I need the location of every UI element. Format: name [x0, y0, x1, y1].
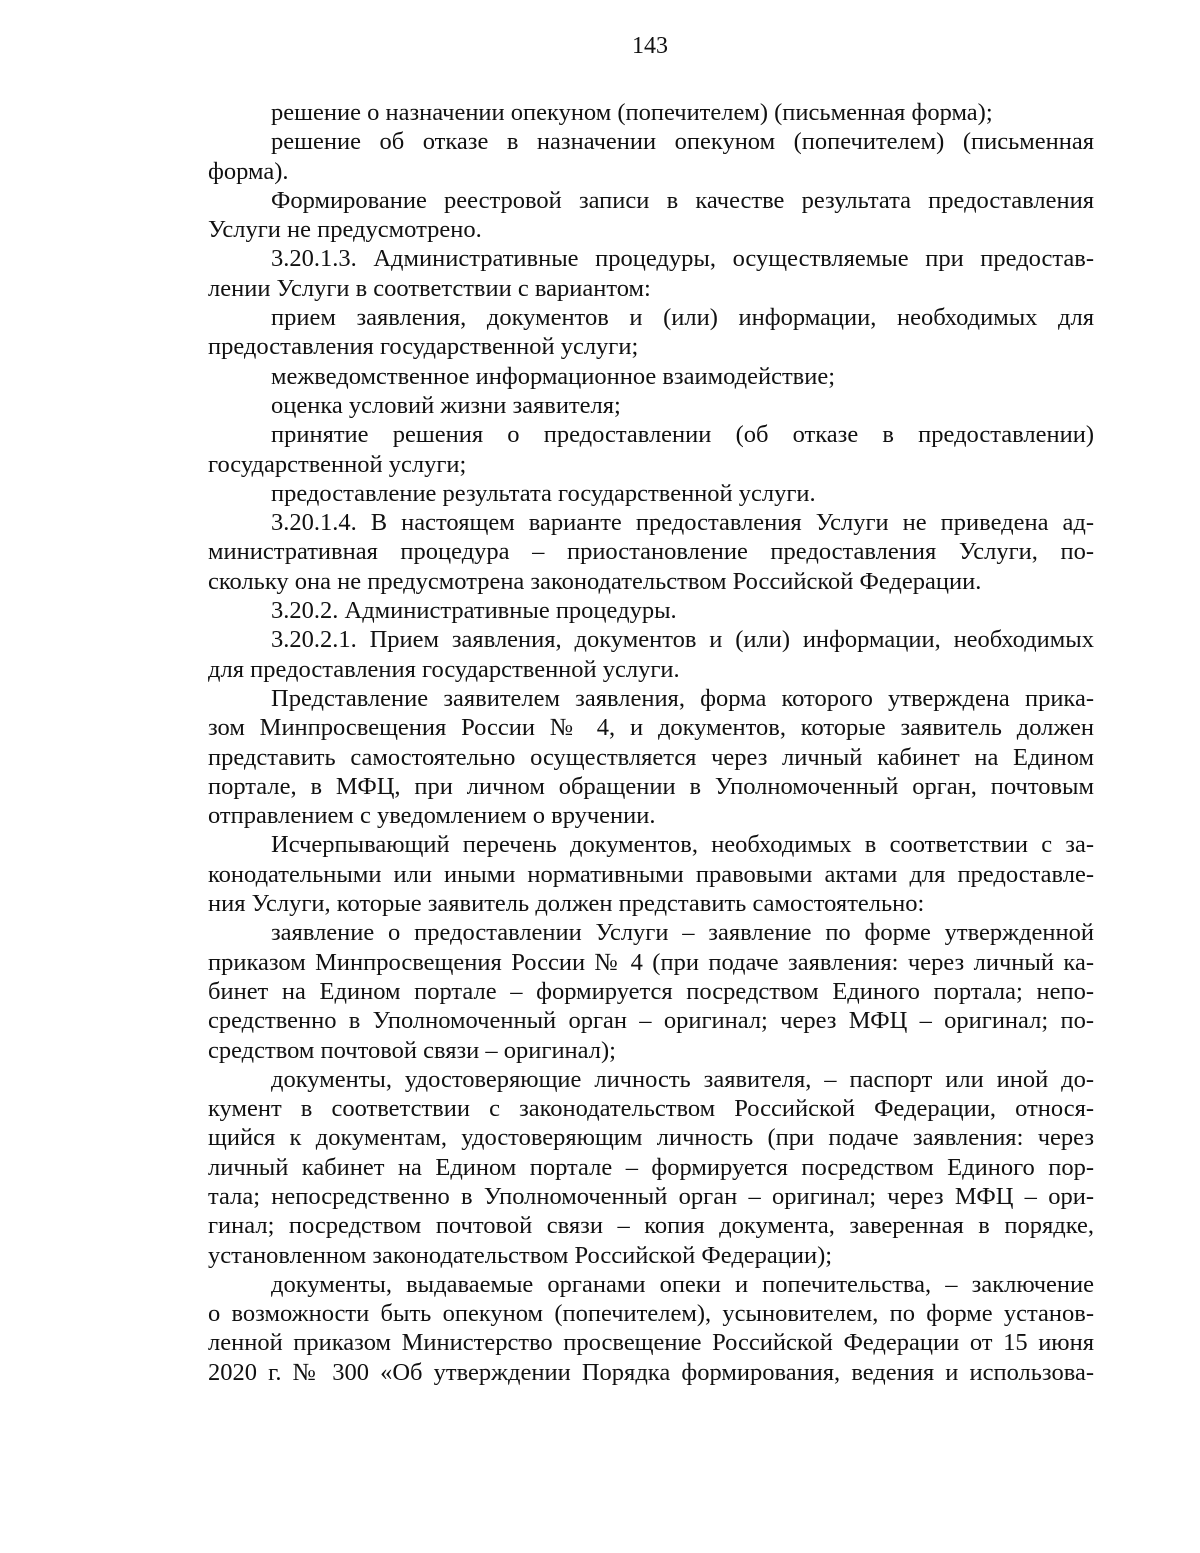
text-line: приказом Минпросвещения России № 4 (при подаче заявления: через личный ка- [208, 948, 1094, 976]
text-line: форма). [208, 157, 289, 185]
paragraph [208, 1065, 1094, 1270]
paragraph [208, 420, 1094, 479]
text-line: личный кабинет на Едином портале – формируется посредством Единого пор- [208, 1153, 1094, 1181]
text-line: Представление заявителем заявления, форма которого утверждена прика- [271, 684, 1094, 712]
text-line: Исчерпывающий перечень документов, необходимых в соответствии с за- [271, 831, 1094, 859]
paragraph [208, 391, 1094, 420]
text-line: конодательными или иными нормативными правовыми актами для предоставле- [208, 860, 1094, 888]
paragraph [208, 918, 1094, 1064]
text-line: средственно в Уполномоченный орган – оригинал; через МФЦ – оригинал; по- [208, 1007, 1094, 1035]
text-line: средством почтовой связи – оригинал); [208, 1036, 616, 1064]
text-line: Услуги не предусмотрено. [208, 216, 482, 244]
text-line: портале, в МФЦ, при личном обращении в Уполномоченный орган, почтовым [208, 772, 1094, 800]
text-line: 3.20.2. Административные процедуры. [271, 597, 677, 625]
text-line: государственной услуги; [208, 450, 467, 478]
text-line: для предоставления государственной услуги. [208, 655, 680, 683]
paragraph [208, 684, 1094, 830]
text-line: предоставление результата государственной услуги. [271, 479, 816, 507]
text-line: документы, удостоверяющие личность заявителя, – паспорт или иной до- [271, 1065, 1094, 1093]
paragraph [208, 362, 1094, 391]
paragraph [208, 479, 1094, 508]
text-line: гинал; посредством почтовой связи – копия документа, заверенная в порядке, [208, 1212, 1094, 1240]
text-line: принятие решения о предоставлении (об отказе в предоставлении) [271, 421, 1094, 449]
text-line: межведомственное информационное взаимодействие; [271, 362, 836, 390]
paragraph [208, 127, 1094, 186]
text-line: зом Минпросвещения России № 4, и документов, которые заявитель должен [208, 714, 1094, 742]
text-line: ния Услуги, которые заявитель должен представить самостоятельно: [208, 890, 925, 918]
text-line: 3.20.2.1. Прием заявления, документов и (или) информации, необходимых [271, 626, 1094, 654]
paragraph [208, 303, 1094, 362]
text-line: 3.20.1.4. В настоящем варианте предоставления Услуги не приведена ад- [271, 509, 1094, 537]
paragraph [208, 186, 1094, 245]
text-line: ленной приказом Министерство просвещение Российской Федерации от 15 июня [208, 1329, 1094, 1357]
text-line: заявление о предоставлении Услуги – заявление по форме утвержденной [271, 919, 1094, 947]
text-line: оценка условий жизни заявителя; [271, 391, 621, 419]
text-line: тала; непосредственно в Уполномоченный орган – оригинал; через МФЦ – ори- [208, 1182, 1094, 1210]
text-line: скольку она не предусмотрена законодательством Российской Федерации. [208, 567, 982, 595]
page-number: 143 [632, 33, 668, 59]
text-line: министративная процедура – приостановление предоставления Услуги, по- [208, 538, 1094, 566]
paragraph [208, 830, 1094, 918]
text-line: 3.20.1.3. Административные процедуры, осуществляемые при предостав- [271, 245, 1094, 273]
paragraph [208, 508, 1094, 596]
paragraph [208, 625, 1094, 684]
text-line: 2020 г. № 300 «Об утверждении Порядка формирования, ведения и использова- [208, 1358, 1094, 1386]
text-line: отправлением с уведомлением о вручении. [208, 802, 656, 830]
paragraph [208, 98, 1094, 127]
text-line: лении Услуги в соответствии с вариантом: [208, 274, 651, 302]
paragraph [208, 596, 1094, 625]
text-line: о возможности быть опекуном (попечителем), усыновителем, по форме установ- [208, 1300, 1094, 1328]
text-line: щийся к документам, удостоверяющим личность (при подаче заявления: через [208, 1124, 1094, 1152]
text-line: предоставления государственной услуги; [208, 333, 639, 361]
text-line: представить самостоятельно осуществляется через личный кабинет на Едином [208, 743, 1094, 771]
text-line: прием заявления, документов и (или) информации, необходимых для [271, 304, 1094, 332]
document-body [208, 98, 1094, 1387]
paragraph [208, 244, 1094, 303]
paragraph [208, 1270, 1094, 1387]
text-line: решение о назначении опекуном (попечителем) (письменная форма); [271, 99, 993, 126]
text-line: Формирование реестровой записи в качестве результата предоставления [271, 186, 1094, 214]
text-line: решение об отказе в назначении опекуном (попечителем) (письменная [271, 128, 1094, 156]
text-line: бинет на Едином портале – формируется посредством Единого портала; непо- [208, 977, 1094, 1005]
text-line: установленном законодательством Российской Федерации); [208, 1241, 833, 1269]
text-line: документы, выдаваемые органами опеки и попечительства, – заключение [271, 1270, 1094, 1298]
text-line: кумент в соответствии с законодательством Российской Федерации, относя- [208, 1095, 1094, 1123]
